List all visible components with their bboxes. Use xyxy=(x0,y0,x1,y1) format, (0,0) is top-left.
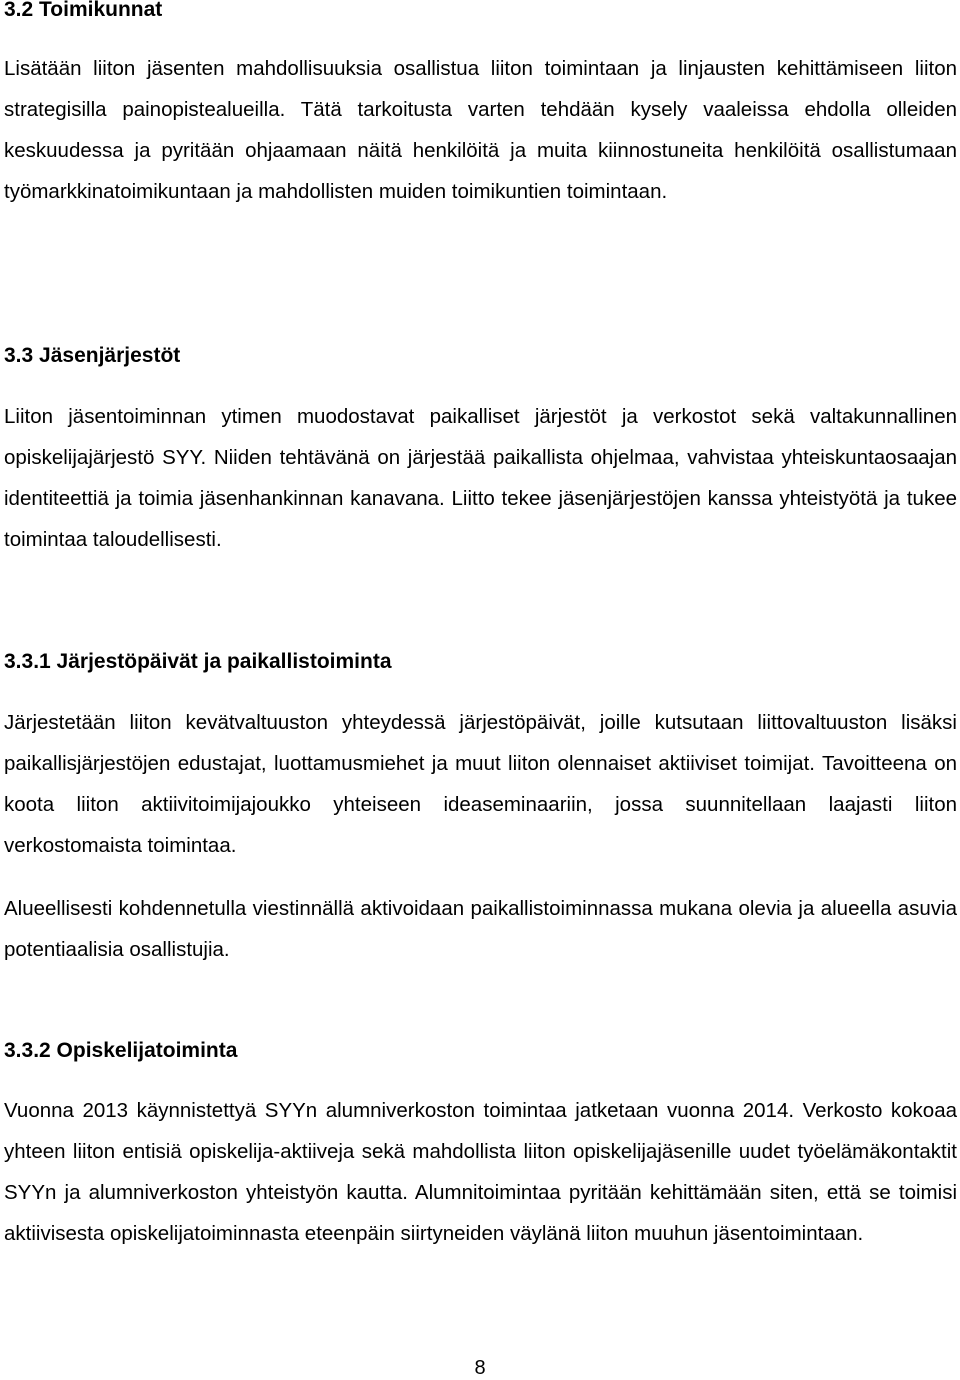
section-heading-jarjestopaivat: 3.3.1 Järjestöpäivät ja paikallistoiminta xyxy=(4,650,392,673)
section-heading-opiskelijatoiminta: 3.3.2 Opiskelijatoiminta xyxy=(4,1039,238,1062)
section-heading-jasenjarjestot: 3.3 Jäsenjärjestöt xyxy=(4,344,181,367)
section-paragraph-toimikunnat: Lisätään liiton jäsenten mahdollisuuksia osallistua liiton toimintaan ja linjausten kehittämiseen liiton strategisilla painopistealueilla. Tätä tarkoitusta varten tehdään kysely vaaleissa ehdolla olleiden keskuudessa ja pyritään ohjaamaan näitä henkilöitä ja muita kiinnostuneita henkilöitä osallistumaan työmarkkinatoimikuntaan ja mahdollisten muiden toimikuntien toimintaan. xyxy=(4,57,957,203)
page-number: 8 xyxy=(474,1357,486,1379)
section-paragraph-opiskelijatoiminta: Vuonna 2013 käynnistettyä SYYn alumniverkoston toimintaa jatketaan vuonna 2014. Verkosto kokoaa yhteen liiton entisiä opiskelija-aktiiveja sekä mahdollista liiton opiskelijajäsenille uudet työelämäkontaktit SYYn ja alumniverkoston yhteistyön kautta. Alumnitoimintaa pyritään kehittämään siten, että se toimisi aktiivisesta opiskelijatoiminnasta eteenpäin siirtyneiden väylänä liiton muuhun jäsentoimintaan. xyxy=(4,1099,957,1245)
section-paragraph-jasenjarjestot: Liiton jäsentoiminnan ytimen muodostavat paikalliset järjestöt ja verkostot sekä valtakunnallinen opiskelijajärjestö SYY. Niiden tehtävänä on järjestää paikallista ohjelmaa, vahvistaa yhteiskuntaosaajan identiteettiä ja toimia jäsenhankinnan kanavana. Liitto tekee jäsenjärjestöjen kanssa yhteistyötä ja tukee toimintaa taloudellisesti. xyxy=(4,405,957,551)
section-paragraph-jarjestopaivat: Järjestetään liiton kevätvaltuuston yhteydessä järjestöpäivät, joille kutsutaan liittovaltuuston lisäksi paikallisjärjestöjen edustajat, luottamusmiehet ja muut liiton olennaiset aktiiviset toimijat. Tavoitteena on koota liiton aktiivitoimijajoukko yhteiseen ideaseminaariin, jossa suunnitellaan laajasti liiton verkostomaista toimintaa. xyxy=(4,711,957,857)
section-paragraph-alueellisesti: Alueellisesti kohdennetulla viestinnällä aktivoidaan paikallistoiminnassa mukana olevia ja alueella asuvia potentiaalisia osallistujia. xyxy=(4,897,957,961)
section-heading-toimikunnat: 3.2 Toimikunnat xyxy=(4,0,163,21)
